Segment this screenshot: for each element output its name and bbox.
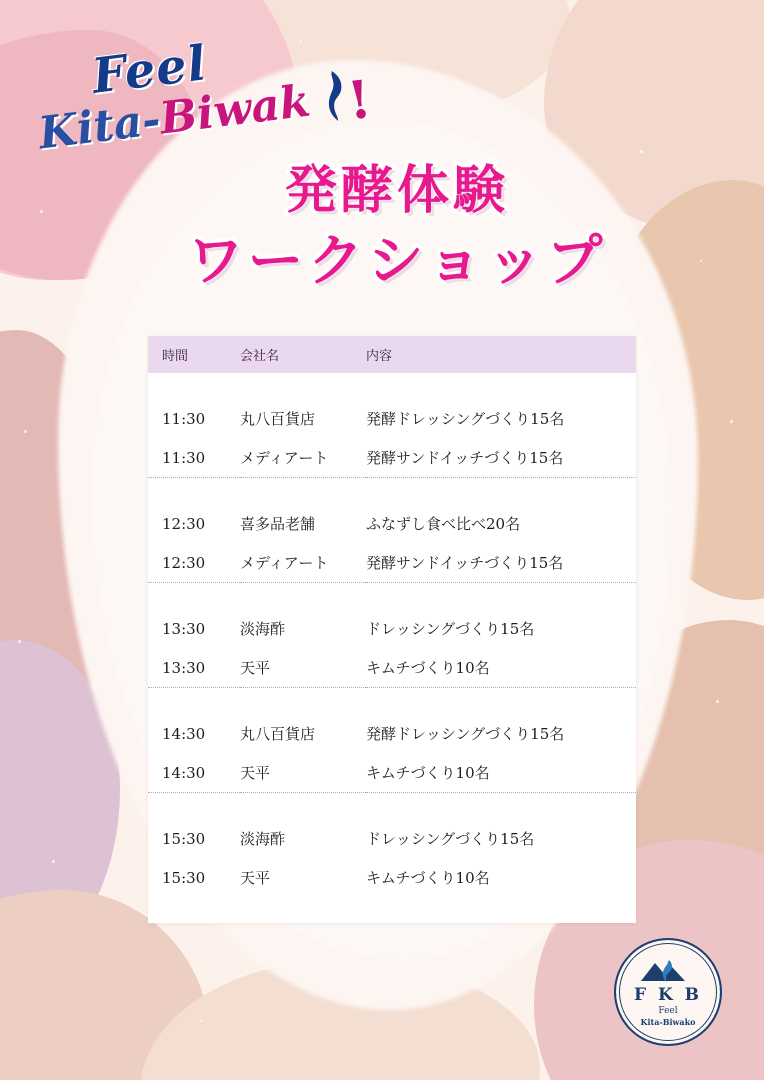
cell-company: 天平 xyxy=(240,753,366,793)
cell-company: メディアート xyxy=(240,543,366,583)
schedule-table xyxy=(148,336,636,897)
table-spacer-row xyxy=(148,583,636,610)
logo-biwako-text: Biwak xyxy=(157,75,313,145)
page-title xyxy=(0,160,764,296)
table-spacer-row xyxy=(148,478,636,505)
cell-content: ふなずし食べ比べ20名 xyxy=(366,515,521,533)
table-row xyxy=(148,858,636,897)
fkb-badge xyxy=(614,938,722,1046)
cell-time: 13:30 xyxy=(148,648,240,688)
table-row xyxy=(148,438,636,478)
fkb-letters: F K B xyxy=(633,985,703,1005)
cell-content: キムチづくり10名 xyxy=(366,648,636,688)
cell-time: 14:30 xyxy=(162,724,206,743)
cell-time: 15:30 xyxy=(162,829,206,848)
schedule-table-head xyxy=(148,336,636,373)
cell-time: 11:30 xyxy=(162,409,206,428)
table-row xyxy=(148,504,636,543)
cell-content: 発酵ドレッシングづくり15名 xyxy=(366,410,565,428)
cell-time: 11:30 xyxy=(148,438,240,478)
table-header-row xyxy=(148,336,636,373)
cell-content: 発酵サンドイッチづくり15名 xyxy=(366,438,636,478)
table-row xyxy=(148,819,636,858)
cell-content: ドレッシングづくり15名 xyxy=(366,830,535,848)
headline-line-2: ワークショップ xyxy=(187,229,607,295)
table-spacer-row xyxy=(148,373,636,399)
table-row xyxy=(148,648,636,688)
schedule-table-body xyxy=(148,373,636,897)
cell-company: 天平 xyxy=(240,869,271,887)
mountain-lake-icon xyxy=(639,957,697,983)
cell-content: 発酵ドレッシングづくり15名 xyxy=(366,725,565,743)
cell-time: 15:30 xyxy=(162,868,206,887)
fkb-sub-feel: Feel xyxy=(658,1006,678,1016)
logo-kita-prefix: Kita- xyxy=(35,93,164,160)
table-row xyxy=(148,399,636,438)
table-row xyxy=(148,753,636,793)
cell-company: 丸八百貨店 xyxy=(240,410,316,428)
cell-time: 12:30 xyxy=(148,543,240,583)
cell-company: 喜多品老舗 xyxy=(240,515,316,533)
cell-content: ドレッシングづくり15名 xyxy=(366,620,535,638)
cell-company: 淡海酢 xyxy=(240,620,286,638)
table-row xyxy=(148,609,636,648)
schedule-card xyxy=(148,336,636,923)
cell-time: 14:30 xyxy=(148,753,240,793)
cell-company: 淡海酢 xyxy=(240,830,286,848)
headline-line-1: 発酵体験 xyxy=(284,161,509,221)
cell-company: 丸八百貨店 xyxy=(240,725,316,743)
fkb-sub-kita-biwako: Kita-Biwako xyxy=(640,1017,696,1027)
logo-exclamation: ! xyxy=(344,68,375,133)
cell-content: キムチづくり10名 xyxy=(366,753,636,793)
cell-time: 13:30 xyxy=(162,619,206,638)
cell-content: キムチづくり10名 xyxy=(366,869,490,887)
table-spacer-row xyxy=(148,688,636,715)
brand-logo xyxy=(30,35,390,170)
table-spacer-row xyxy=(148,793,636,820)
cell-company: 天平 xyxy=(240,648,366,688)
column-header-content: 内容 xyxy=(366,336,636,373)
cell-company: メディアート xyxy=(240,438,366,478)
logo-feel-text: Feel xyxy=(89,35,210,105)
table-row xyxy=(148,714,636,753)
cell-time: 12:30 xyxy=(162,514,206,533)
column-header-time: 時間 xyxy=(148,336,240,373)
table-row xyxy=(148,543,636,583)
cell-content: 発酵サンドイッチづくり15名 xyxy=(366,543,636,583)
column-header-company: 会社名 xyxy=(240,336,366,373)
card-footer-space xyxy=(148,897,636,923)
